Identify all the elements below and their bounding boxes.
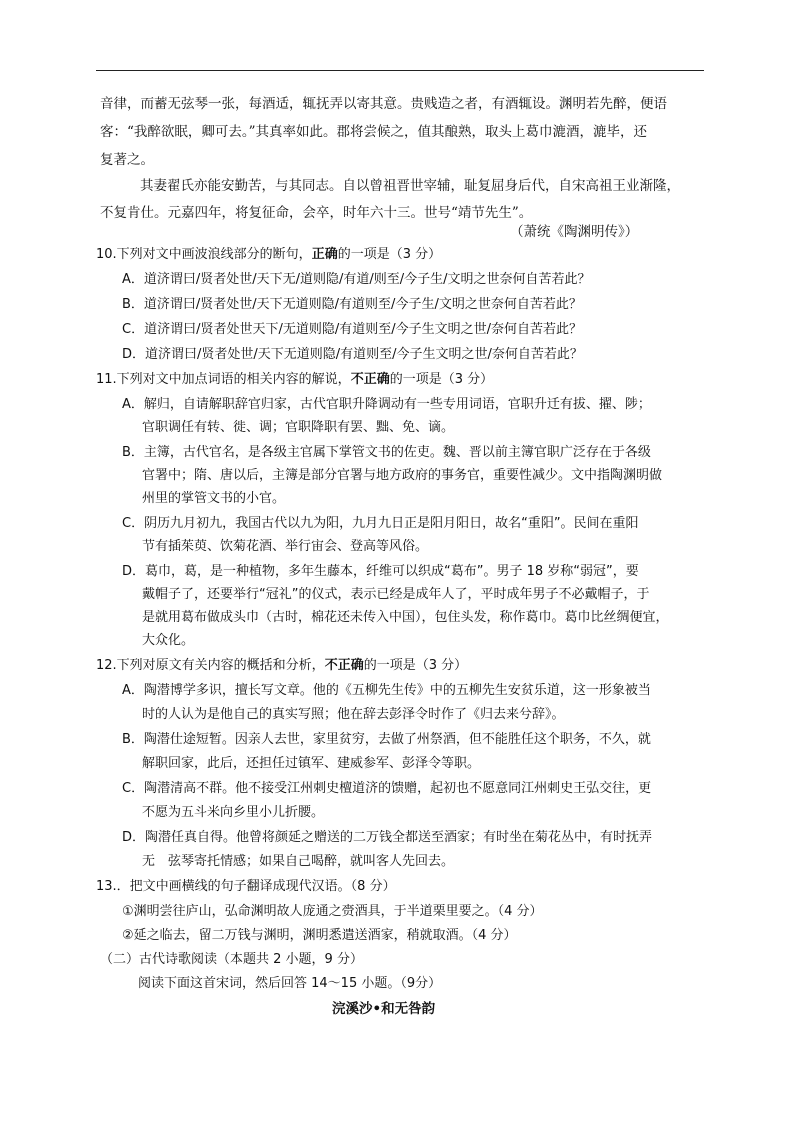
question-10-option-d: D．道济谓曰/贤者处世/天下无道则隐/有道则至/今子生文明之世/奈何自苦若此？ — [122, 347, 583, 362]
question-13-stem: 13.．把文中画横线的句子翻译成现代汉语。（8 分） — [96, 879, 396, 894]
question-12-option-b: B．陶潜仕途短暂。因亲人去世，家里贫穷，去做了州祭酒，但不能胜任这个职务，不久，就 — [122, 732, 651, 747]
passage-line: 复著之。 — [100, 152, 154, 168]
question-11-stem: 11.下列对文中加点词语的相关内容的解说，不正确的一项是（3 分） — [96, 372, 494, 387]
question-10-option-c: C．道济谓曰/贤者处世天下/无道则隐/有道则至/今子生文明之世/奈何自苦若此？ — [122, 322, 582, 337]
passage-line: 音律，而蓄无弦琴一张，每酒适，辄抚弄以寄其意。贵贱造之者，有酒辄设。渊明若先醉，便语 — [100, 96, 667, 112]
question-11-option-b-cont: 官署中；隋、唐以后，主簿是部分官署与地方政府的事务官，重要性减少。文中指陶渊明做 — [142, 468, 663, 483]
section-2-heading: （二）古代诗歌阅读（本题共 2 小题，9 分） — [100, 952, 363, 967]
question-10-option-b: B．道济谓曰/贤者处世/天下无道则隐/有道则至/今子生/文明之世奈何自苦若此？ — [122, 297, 582, 312]
question-12-option-a-cont: 时的人认为是他自己的真实写照；他在辞去彭泽令时作了《归去来兮辞》。 — [142, 707, 565, 722]
question-11-option-b-cont: 州里的掌管文书的小官。 — [142, 491, 286, 506]
question-13-sentence-2: ②延之临去，留二万钱与渊明，渊明悉遣送酒家，稍就取酒。（4 分） — [122, 928, 517, 943]
passage-line: 不复肯仕。元嘉四年，将复征命，会卒，时年六十三。世号“靖节先生”。 — [100, 205, 533, 221]
question-11-option-d-cont: 大众化。 — [142, 633, 195, 648]
section-2-instruction: 阅读下面这首宋词，然后回答 14～15 小题。（9分） — [138, 976, 442, 991]
passage-source: （萧统《陶渊明传》） — [510, 224, 639, 240]
question-11-option-d-cont: 戴帽子了，还要举行“冠礼”的仪式，表示已经是成年人了，平时成年男子不必戴帽子，于 — [142, 587, 650, 602]
poem-title: 浣溪沙•和无咎韵 — [332, 1001, 436, 1017]
question-11-option-a: A．解归，自请解职辞官归家，古代官职升降调动有一些专用词语，官职升迁有拔、擢、陟； — [122, 397, 651, 412]
question-11-option-a-cont: 官职调任有转、徙、调；官职降职有罢、黜、免、谪。 — [142, 420, 455, 435]
question-11-option-d-cont: 是就用葛布做成头巾（古时，棉花还未传入中国），包住头发，称作葛巾。葛巾比丝绸便宜， — [142, 610, 669, 625]
question-10-option-a: A．道济谓曰/贤者处世/天下无/道则隐/有道/则至/今子生/文明之世奈何自苦若此？ — [122, 272, 591, 287]
question-12-option-c: C．陶潜清高不群。他不接受江州刺史檀道济的馈赠，起初也不愿意同江州刺史王弘交往，更 — [122, 781, 652, 796]
question-11-option-b: B．主簿，古代官名，是各级主官属下掌管文书的佐吏。魏、晋以前主簿官职广泛存在于各级 — [122, 445, 651, 460]
question-12-option-d: D．陶潜任真自得。他曾将颜延之赠送的二万钱全都送至酒家；有时坐在菊花丛中，有时抚弄 — [122, 830, 653, 845]
question-11-option-d: D．葛巾，葛，是一种植物，多年生藤本，纤维可以织成“葛布”。男子 18 岁称“弱冠”，要 — [122, 564, 639, 579]
passage-line: 其妻翟氏亦能安勤苦，与其同志。自以曾祖晋世宰辅，耻复屈身后代，自宋高祖王业渐隆， — [140, 178, 680, 194]
question-12-option-d-cont: 无 弦琴寄托情感；如果自己喝醉，就叫客人先回去。 — [142, 854, 455, 869]
question-10-stem: 10.下列对文中画波浪线部分的断句，正确的一项是（3 分） — [96, 247, 442, 262]
header-rule — [96, 70, 704, 71]
question-12-option-c-cont: 不愿为五斗米向乡里小儿折腰。 — [142, 805, 325, 820]
question-11-option-c: C．阴历九月初九，我国古代以九为阳，九月九日正是阳月阳日，故名“重阳”。民间在重阳 — [122, 516, 639, 531]
passage-line: 客：“我醉欲眠，卿可去。”其真率如此。郡将尝候之，值其酿熟，取头上葛巾漉酒，漉毕，还 — [100, 124, 648, 140]
question-11-option-c-cont: 节有插茱萸、饮菊花酒、举行宙会、登高等风俗。 — [142, 539, 429, 554]
question-13-sentence-1: ①渊明尝往庐山，弘命渊明故人庞通之赍酒具，于半道栗里要之。（4 分） — [122, 904, 543, 919]
question-12-option-b-cont: 解职回家，此后，还担任过镇军、建威参军、彭泽令等职。 — [142, 756, 481, 771]
question-12-option-a: A．陶潜博学多识，擅长写文章。他的《五柳先生传》中的五柳先生安贫乐道，这一形象被当 — [122, 683, 651, 698]
question-12-stem: 12.下列对原文有关内容的概括和分析，不正确的一项是（3 分） — [96, 658, 468, 673]
